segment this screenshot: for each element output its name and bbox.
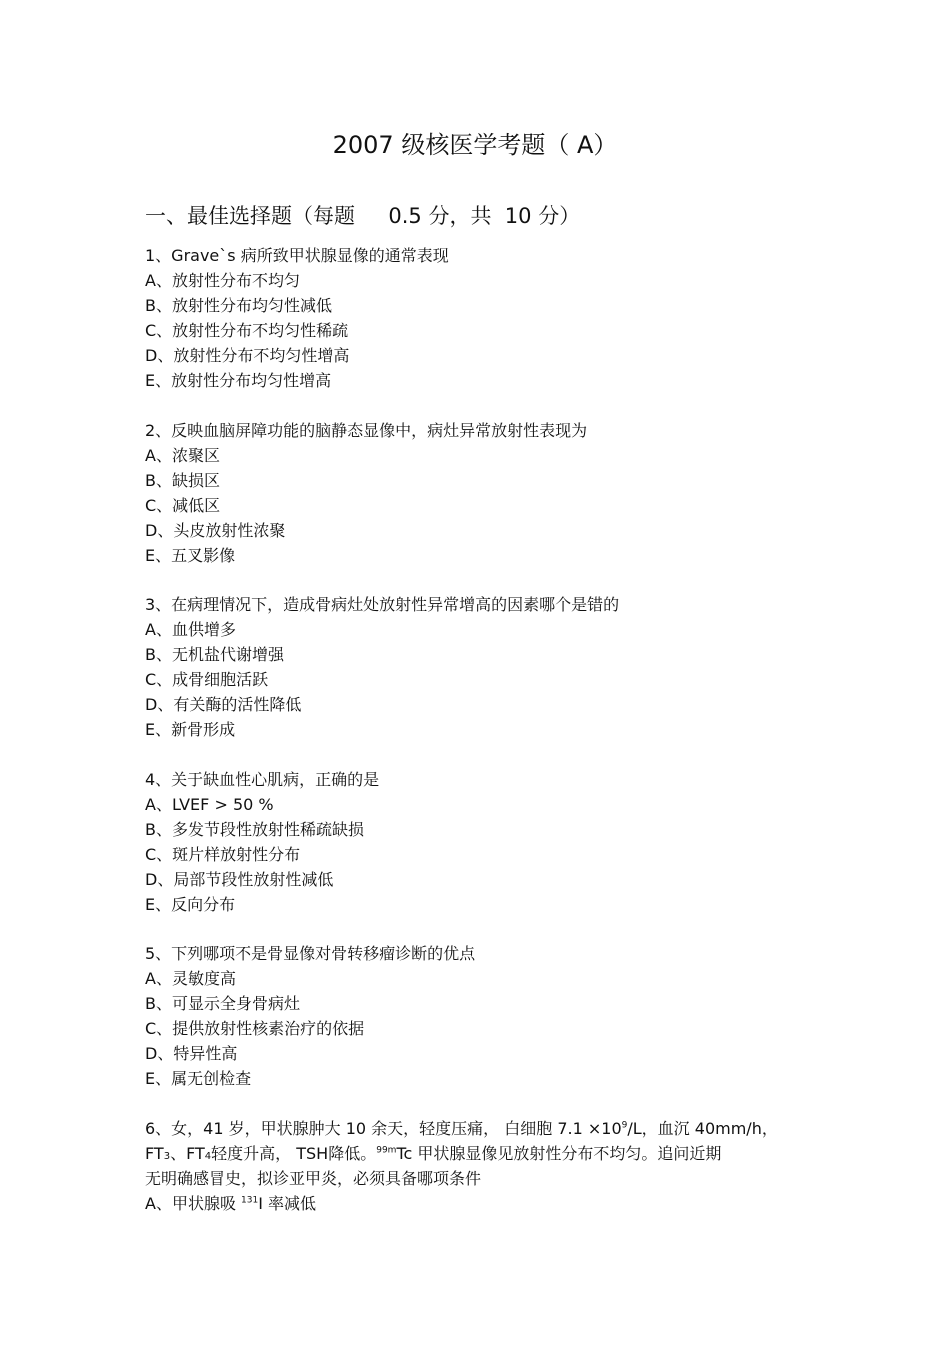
option-c: C、减低区 xyxy=(145,495,221,515)
stem-text: 6、女，41 岁，甲状腺肿大 10 余天，轻度压痛， 白细胞 7.1 ×10 xyxy=(145,1118,622,1138)
section-heading: 一、最佳选择题（每题 0.5 分，共 10 分） xyxy=(145,204,581,228)
option-text: A、甲状腺吸 xyxy=(145,1193,242,1213)
option-e: E、反向分布 xyxy=(145,894,236,914)
option-c: C、斑片样放射性分布 xyxy=(145,844,301,864)
option-a: A、放射性分布不均匀 xyxy=(145,271,300,290)
option-c: C、提供放射性核素治疗的依据 xyxy=(145,1019,365,1038)
option-a xyxy=(145,1191,815,1216)
question-stem: 2、反映血脑屏障功能的脑静态显像中，病灶异常放射性表现为 xyxy=(145,420,588,440)
question-1 xyxy=(145,243,815,393)
question-stem: 4、关于缺血性心肌病，正确的是 xyxy=(145,769,380,789)
option-b: B、放射性分布均匀性减低 xyxy=(145,296,332,315)
option-a: A、浓聚区 xyxy=(145,445,220,465)
option-text: I 率减低 xyxy=(258,1193,317,1213)
isotope-mass-number: 131 xyxy=(241,1195,259,1206)
question-3 xyxy=(145,592,815,742)
option-b: B、多发节段性放射性稀疏缺损 xyxy=(145,819,364,839)
option-b: B、可显示全身骨病灶 xyxy=(145,994,300,1013)
stem-text: FT xyxy=(145,1143,164,1163)
question-stem-line-3: 无明确感冒史，拟诊亚甲炎，必须具备哪项条件 xyxy=(145,1168,482,1188)
option-b: B、无机盐代谢增强 xyxy=(145,645,284,664)
subscript: 3 xyxy=(163,1150,171,1162)
question-list xyxy=(145,243,815,1240)
option-b: B、缺损区 xyxy=(145,470,220,490)
question-5 xyxy=(145,941,815,1091)
question-stem: 5、下列哪项不是骨显像对骨转移瘤诊断的优点 xyxy=(145,944,476,963)
option-d: D、头皮放射性浓聚 xyxy=(145,520,286,540)
option-c: C、成骨细胞活跃 xyxy=(145,670,269,689)
option-d: D、特异性高 xyxy=(145,1044,238,1063)
question-2 xyxy=(145,418,815,568)
question-6 xyxy=(145,1116,815,1216)
stem-text: Tc 甲状腺显像见放射性分布不均匀。追问近期 xyxy=(396,1143,722,1163)
option-d: D、局部节段性放射性减低 xyxy=(145,869,334,889)
option-e: E、五叉影像 xyxy=(145,545,236,565)
option-a: A、血供增多 xyxy=(145,620,236,639)
option-e: E、放射性分布均匀性增高 xyxy=(145,371,332,390)
exponent: 9 xyxy=(621,1120,628,1131)
document-title: 2007 级核医学考题（ A） xyxy=(332,131,618,159)
stem-text: /L，血沉 40mm/h， xyxy=(627,1118,778,1138)
option-c: C、放射性分布不均匀性稀疏 xyxy=(145,321,349,340)
option-e: E、新骨形成 xyxy=(145,720,236,739)
question-4 xyxy=(145,767,815,917)
stem-text: 轻度升高， TSH降低。 xyxy=(211,1143,377,1163)
question-stem: 3、在病理情况下，造成骨病灶处放射性异常增高的因素哪个是错的 xyxy=(145,595,620,614)
subscript: 4 xyxy=(204,1150,212,1162)
question-stem-line-1 xyxy=(145,1116,815,1141)
question-stem: 1、Grave`s 病所致甲状腺显像的通常表现 xyxy=(145,246,449,265)
option-d: D、放射性分布不均匀性增高 xyxy=(145,346,350,365)
option-d: D、有关酶的活性降低 xyxy=(145,695,302,714)
option-a: A、灵敏度高 xyxy=(145,969,236,988)
option-a: A、LVEF > 50 % xyxy=(145,794,274,814)
isotope-mass-number: 99m xyxy=(376,1145,397,1156)
question-stem-line-2 xyxy=(145,1141,815,1166)
option-e: E、属无创检查 xyxy=(145,1069,252,1088)
stem-text: 、FT xyxy=(170,1143,205,1163)
